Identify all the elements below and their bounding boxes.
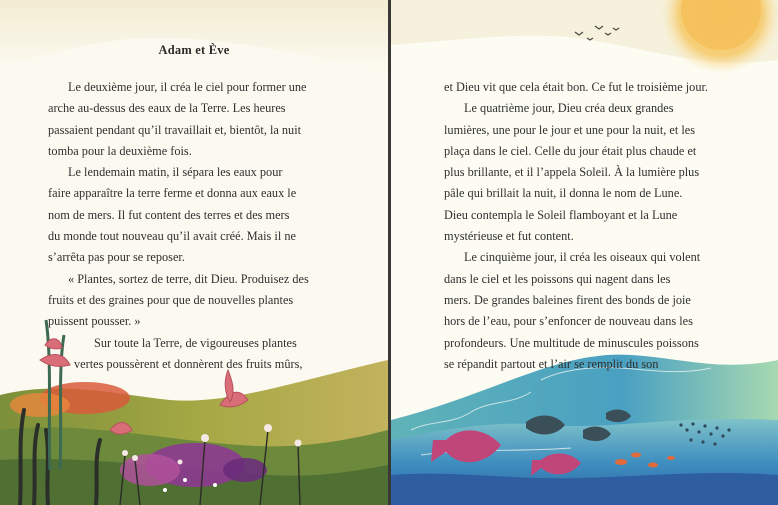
text-line: profondeurs. Une multitude de minuscules poissons	[444, 335, 699, 350]
text-line: et Dieu vit que cela était bon. Ce fut le troisième jour.	[444, 80, 708, 94]
text-line: faire apparaître la terre ferme et donna aux eaux le	[48, 186, 297, 201]
text-line: arche au-dessus des eaux de la Terre. Les heures	[48, 101, 286, 116]
text-line: se répandit partout et l’air se remplit du son	[444, 356, 659, 371]
text-line: s’arrêta pas pour se reposer.	[48, 250, 185, 265]
text-line: tomba pour la deuxième fois.	[48, 143, 192, 158]
text-line: vertes poussèrent et donnèrent des fruits mûrs,	[74, 356, 303, 371]
paragraph	[444, 77, 744, 98]
text-line: plaça dans le ciel. Celle du jour était plus chaude et	[444, 143, 697, 158]
text-line: puissent pousser. »	[48, 314, 141, 329]
text-line: Le quatrième jour, Dieu créa deux grandes	[464, 101, 674, 116]
text-line: dans le ciel et les poissons qui nagent dans les	[444, 271, 671, 286]
text-line: lumières, une pour le jour et une pour la nuit, et les	[444, 122, 695, 137]
text-line: Le cinquième jour, il créa les oiseaux qui volent	[464, 250, 701, 265]
right-page-text	[444, 77, 744, 375]
text-line: passaient pendant qu’il travaillait et, bientôt, la nuit	[48, 122, 302, 137]
paragraph	[444, 247, 744, 375]
paragraph	[444, 98, 744, 247]
paragraph	[48, 77, 338, 162]
text-line: plus brillante, et il l’appela Soleil. À la lumière plus	[444, 165, 700, 180]
text-line: pâle qui brillait la nuit, il donna le nom de Lune.	[444, 186, 683, 201]
text-line: du monde tout nouveau qu’il avait créé. Mais il ne	[48, 229, 296, 244]
text-line: mers. De grandes baleines firent des bonds de joie	[444, 292, 691, 307]
text-line: hors de l’eau, pour s’enfoncer de nouveau dans les	[444, 314, 693, 329]
paragraph	[48, 269, 338, 333]
right-page	[391, 0, 778, 505]
text-line: Le deuxième jour, il créa le ciel pour former une	[68, 80, 307, 94]
text-line: Dieu contempla le Soleil flamboyant et la Lune	[444, 207, 678, 222]
paragraph	[48, 162, 338, 268]
text-line: Le lendemain matin, il sépara les eaux pour	[68, 165, 283, 180]
text-line: mystérieuse et fut content.	[444, 229, 574, 244]
running-head: Adam et Ève	[158, 43, 230, 57]
text-line: « Plantes, sortez de terre, dit Dieu. Produisez des	[68, 271, 309, 286]
left-page-text	[48, 77, 338, 375]
left-page	[0, 0, 388, 505]
paragraph	[48, 333, 338, 376]
text-line: nom de mers. Il fut content des terres et des mers	[48, 207, 290, 222]
text-line: Sur toute la Terre, de vigoureuses plantes	[94, 335, 297, 350]
text-line: fruits et des graines pour que de nouvelles plantes	[48, 292, 294, 307]
